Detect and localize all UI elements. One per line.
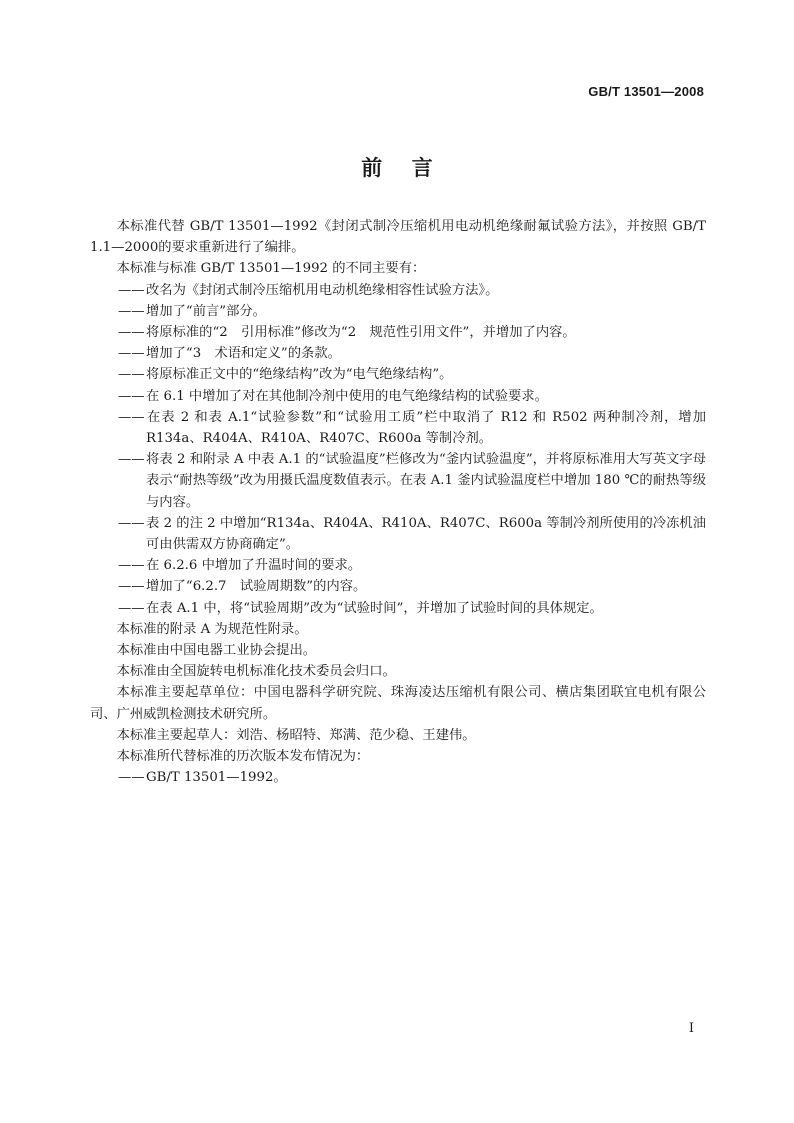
dash-mark: ——: [118, 303, 145, 319]
list-item-text: 改名为《封闭式制冷压缩机用电动机绝缘相容性试验方法》。: [146, 282, 499, 298]
dash-mark: ——: [118, 579, 145, 595]
list-item-text: GB/T 13501—1992。: [146, 770, 287, 786]
dash-mark: ——: [118, 325, 145, 341]
dash-mark: ——: [118, 346, 145, 362]
list-item-text: 在表 2 和表 A.1“试验参数”和“试验用工质”栏中取消了 R12 和 R502 两种制冷剂，增加 R134a、R404A、R410A、R407C、R600a 等制冷剂。: [146, 409, 706, 447]
dash-mark: ——: [118, 282, 145, 298]
list-item: [90, 364, 706, 385]
list-item: [90, 598, 706, 619]
paragraph: 本标准所代替标准的历次版本发布情况为：: [116, 749, 370, 765]
list-item-text: 将原标准的“2 引用标准”修改为“2 规范性引用文件”，并增加了内容。: [146, 325, 576, 341]
list-item: [90, 343, 706, 364]
list-item-text: 增加了“前言”部分。: [146, 303, 266, 319]
dash-mark: ——: [118, 409, 145, 425]
list-item-text: 将原标准正文中的“绝缘结构”改为“电气绝缘结构”。: [146, 367, 453, 383]
list-item: [90, 280, 706, 301]
dash-mark: ——: [118, 388, 145, 404]
list-item: [90, 407, 706, 449]
page-number: I: [688, 1021, 694, 1036]
list-item-text: 在 6.2.6 中增加了升温时间的要求。: [146, 558, 362, 574]
list-item-text: 在 6.1 中增加了对在其他制冷剂中使用的电气绝缘结构的试验要求。: [146, 388, 548, 404]
paragraph: 本标准代替 GB/T 13501—1992《封闭式制冷压缩机用电动机绝缘耐氟试验方法》，并按照 GB/T 1.1—2000的要求重新进行了编排。: [90, 219, 706, 256]
dash-mark: ——: [118, 770, 145, 786]
dash-mark: ——: [118, 600, 145, 616]
list-item: [90, 322, 706, 343]
dash-mark: ——: [118, 515, 145, 531]
paragraph: 本标准主要起草单位：中国电器科学研究院、珠海凌达压缩机有限公司、横店集团联宜电机有限公司、广州威凯检测技术研究所。: [90, 685, 706, 722]
dash-mark: ——: [118, 367, 145, 383]
list-item-text: 增加了“6.2.7 试验周期数”的内容。: [146, 579, 367, 595]
list-item-text: 将表 2 和附录 A 中表 A.1 的“试验温度”栏修改为“釜内试验温度”，并将原标准用大写英文字母表示“耐热等级”改为用摄氏温度数值表示。在表 A.1 釜内试验温度栏中增加 180 ℃的耐热等级与内容。: [146, 452, 706, 510]
list-item: [90, 576, 706, 597]
list-item: [90, 555, 706, 576]
paragraph: 本标准与标准 GB/T 13501—1992 的不同主要有：: [116, 261, 426, 277]
standard-code: GB/T 13501—2008: [588, 84, 704, 99]
paragraph: 本标准由中国电器工业协会提出。: [116, 643, 317, 659]
foreword-body: [90, 216, 706, 788]
list-item: [90, 301, 706, 322]
list-item-text: 增加了“3 术语和定义”的条款。: [146, 346, 341, 362]
page-title: 前言: [361, 155, 463, 180]
list-item-text: 在表 A.1 中，将“试验周期”改为“试验时间”，并增加了试验时间的具体规定。: [146, 600, 603, 616]
paragraph: 本标准的附录 A 为规范性附录。: [116, 621, 308, 637]
paragraph: 本标准由全国旋转电机标准化技术委员会归口。: [116, 664, 396, 680]
list-item: [90, 386, 706, 407]
dash-mark: ——: [118, 452, 145, 468]
paragraph: 本标准主要起草人：刘浩、杨昭特、郑满、范少稳、王建伟。: [116, 727, 476, 743]
list-item: [90, 449, 706, 513]
list-item-text: 表 2 的注 2 中增加“R134a、R404A、R410A、R407C、R600a 等制冷剂所使用的冷冻机油可由供需双方协商确定”。: [146, 515, 706, 553]
list-item: [90, 767, 706, 788]
dash-mark: ——: [118, 558, 145, 574]
list-item: [90, 513, 706, 555]
